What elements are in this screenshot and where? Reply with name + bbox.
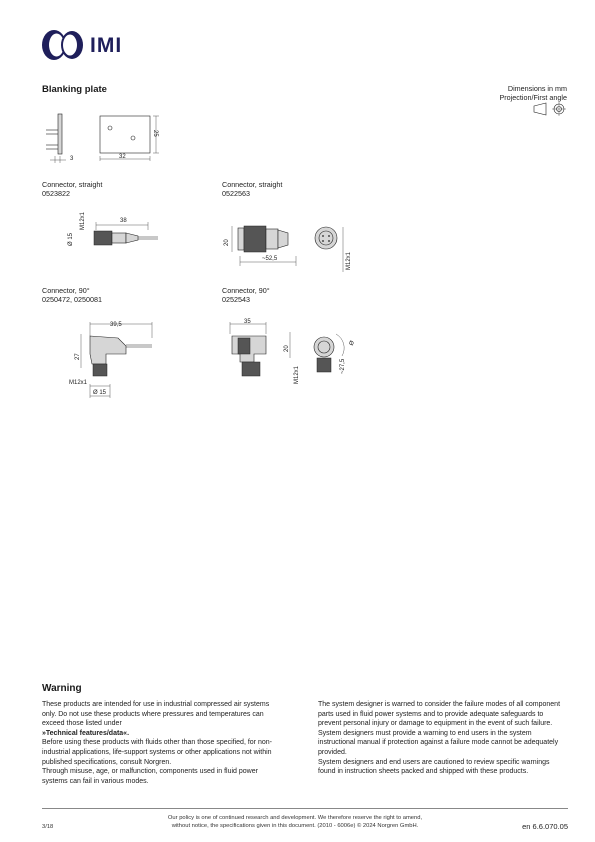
connector-90-2-part: 0252543 [222, 295, 250, 304]
page-number: 3/18 [42, 824, 54, 830]
warning-right-para-1: The system designer is warned to consider the failure modes of all component parts used in fluid power systems and to provide adequate safeguards to prevent personal injury or damage to equipment in the event of such failure. [318, 701, 561, 728]
dim-thread: M12x1 [69, 380, 88, 386]
warning-left-para-1: These products are intended for use in industrial compressed air systems only. Do not use these products where pressures and temperatures can exceed those listed under [42, 701, 270, 728]
warning-right-para-3: System designers and end users are cautioned to review specific warnings found in instruction sheets packed and shipped with these products. [318, 758, 550, 776]
footer-divider [42, 808, 568, 809]
dim-length: ~52,5 [262, 256, 278, 262]
dim-plate-height: 25 [152, 130, 158, 137]
dim-thread: M12x1 [346, 251, 352, 270]
connector-90-2-drawing [222, 314, 372, 386]
connector-straight-1-drawing [58, 200, 168, 260]
dim-length: 38 [120, 218, 127, 224]
connector-90-1-part: 0250472, 0250081 [42, 295, 102, 304]
dim-radius: ~27,5 [340, 358, 346, 374]
page-title: Blanking plate [42, 84, 107, 95]
dim-plate-thickness: 3 [70, 156, 74, 162]
brand-name: IMI [90, 34, 123, 57]
dim-thread: M12x1 [80, 211, 86, 230]
first-angle-projection-icon [532, 102, 568, 116]
dim-length: 35 [244, 319, 251, 325]
warning-heading: Warning [42, 683, 82, 694]
dim-height: 27 [75, 353, 81, 360]
dim-length: 39,5 [110, 322, 122, 328]
connector-90-1-label: Connector, 90° [42, 286, 90, 295]
warning-right-para-2: System designers must provide a warning to end users in the system instructional manual if protection against a failure mode cannot be adequately provided. [318, 729, 559, 756]
warning-left-para-3: Before using these products with fluids other than those specified, for non-industrial applications, life-support systems or other applications not within published specifications, consult Norgren. [42, 739, 272, 766]
dim-diameter: Ø 15 [93, 390, 107, 396]
connector-straight-1-label: Connector, straight [42, 180, 103, 189]
warning-right-column [318, 700, 568, 777]
dim-diameter: Ø 15 [68, 232, 74, 246]
dim-plate-width: 32 [119, 154, 126, 160]
policy-line-1: Our policy is one of continued research and development. We therefore reserve the right to amend, [167, 815, 423, 821]
dim-height: 20 [224, 239, 230, 246]
dim-diameter: Ø [348, 339, 357, 347]
policy-line-2: without notice, the specifications given in this document. (2010 - 6006e) © 2024 Norgren GmbH. [171, 823, 419, 829]
warning-left-para-4: Through misuse, age, or malfunction, components used in fluid power systems can fail in various modes. [42, 768, 258, 785]
dim-height: 20 [284, 345, 290, 352]
connector-straight-2-drawing [218, 212, 368, 277]
document-code: en 6.6.070.05 [522, 822, 568, 831]
dim-thread: M12x1 [294, 365, 300, 384]
connector-90-2-label: Connector, 90° [222, 286, 270, 295]
warning-left-column [42, 700, 277, 786]
warning-technical-link: »Technical features/data«. [42, 729, 130, 737]
projection-note: Projection/First angle [499, 93, 567, 102]
connector-straight-2-label: Connector, straight [222, 180, 283, 189]
connector-straight-1-part: 0523822 [42, 189, 70, 198]
connector-90-1-drawing [66, 316, 166, 402]
connector-straight-2-part: 0522563 [222, 189, 250, 198]
blanking-plate-drawing [38, 108, 168, 168]
dimensions-note: Dimensions in mm [507, 84, 567, 93]
